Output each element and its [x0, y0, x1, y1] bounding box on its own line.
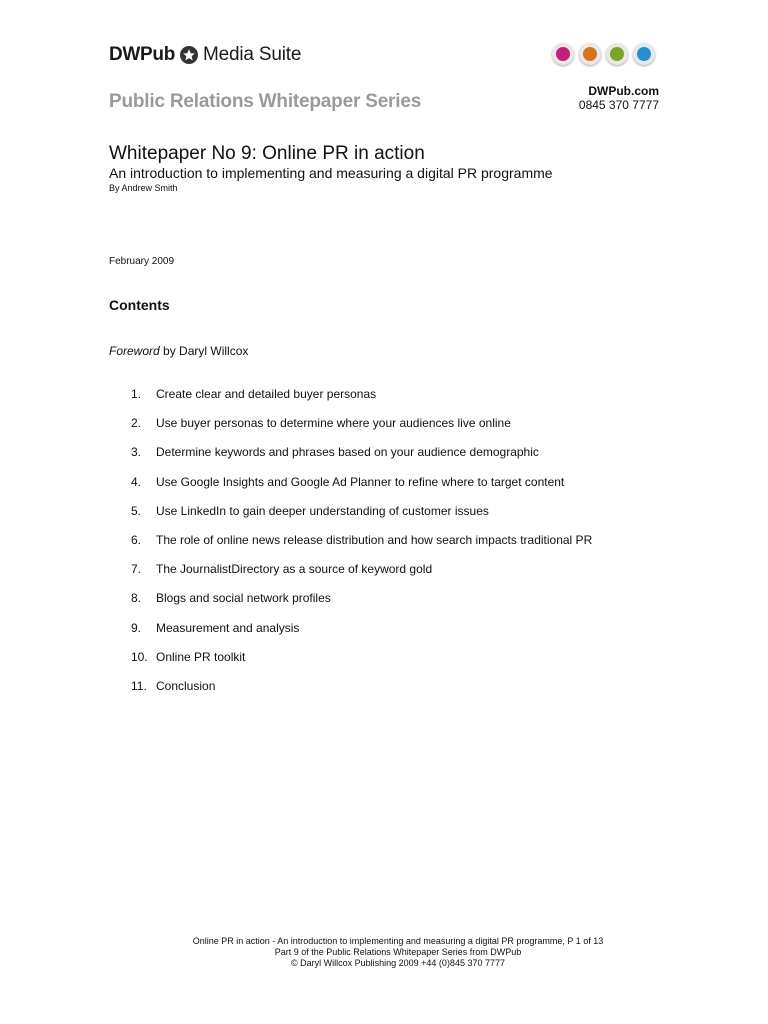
toc-text: Conclusion: [156, 678, 216, 693]
toc-number: 11.: [131, 678, 147, 693]
document-date: February 2009: [109, 256, 175, 267]
toc-item: [131, 416, 592, 445]
toc-item: [131, 445, 592, 474]
toc-item: [131, 679, 592, 708]
contents-heading: Contents: [109, 297, 170, 313]
table-of-contents: [131, 387, 592, 708]
product-icons: [552, 43, 655, 65]
page-footer: [0, 936, 768, 969]
contact-block: [579, 84, 659, 112]
toc-number: 4.: [131, 474, 142, 489]
pink-circle-icon: [552, 43, 574, 65]
document-author: By Andrew Smith: [109, 183, 178, 193]
footer-line-2: Part 9 of the Public Relations Whitepaper Series from DWPub: [274, 947, 522, 957]
toc-item: [131, 387, 592, 416]
blue-circle-icon: [633, 43, 655, 65]
series-title: Public Relations Whitepaper Series: [109, 91, 422, 112]
toc-number: 5.: [131, 503, 142, 518]
toc-item: [131, 475, 592, 504]
toc-text: Use LinkedIn to gain deeper understanding of customer issues: [156, 503, 489, 518]
toc-text: Measurement and analysis: [156, 620, 300, 635]
phone-number: 0845 370 7777: [578, 98, 659, 112]
toc-text: Determine keywords and phrases based on your audience demographic: [156, 445, 539, 460]
toc-text: Use Google Insights and Google Ad Planner to refine where to target content: [156, 474, 565, 489]
document-title: Whitepaper No 9: Online PR in action: [109, 143, 425, 164]
toc-item: [131, 591, 592, 620]
toc-text: The role of online news release distribution and how search impacts traditional PR: [156, 532, 593, 547]
foreword-entry: [109, 344, 248, 358]
toc-item: [131, 504, 592, 533]
site-link[interactable]: DWPub.com: [588, 84, 659, 98]
toc-number: 2.: [131, 416, 142, 431]
brand-name: DWPub: [109, 44, 176, 65]
brand-logo: [109, 42, 301, 68]
toc-text: The JournalistDirectory as a source of keyword gold: [156, 562, 433, 577]
footer-line-3: © Daryl Willcox Publishing 2009 +44 (0)845 370 7777: [290, 958, 505, 968]
toc-text: Online PR toolkit: [156, 649, 246, 664]
toc-number: 6.: [131, 532, 142, 547]
toc-number: 10.: [131, 649, 148, 664]
toc-number: 3.: [131, 445, 142, 460]
document-subtitle: An introduction to implementing and measuring a digital PR programme: [109, 165, 553, 181]
toc-text: Create clear and detailed buyer personas: [156, 387, 377, 401]
footer-line-1: Online PR in action - An introduction to implementing and measuring a digital PR programme, P 1 of 13: [192, 936, 604, 946]
toc-number: 1.: [131, 387, 142, 401]
toc-item: [131, 621, 592, 650]
toc-item: [131, 562, 592, 591]
toc-number: 8.: [131, 591, 142, 606]
foreword-label: Foreword: [109, 344, 160, 358]
star-icon: [180, 46, 198, 64]
green-circle-icon: [606, 43, 628, 65]
orange-circle-icon: [579, 43, 601, 65]
toc-text: Use buyer personas to determine where your audiences live online: [156, 416, 511, 431]
toc-number: 9.: [131, 620, 142, 635]
toc-item: [131, 650, 592, 679]
toc-number: 7.: [131, 562, 142, 577]
toc-text: Blogs and social network profiles: [156, 591, 331, 606]
foreword-author: by Daryl Willcox: [159, 344, 249, 358]
brand-suite-label: Media Suite: [203, 44, 302, 65]
toc-item: [131, 533, 592, 562]
